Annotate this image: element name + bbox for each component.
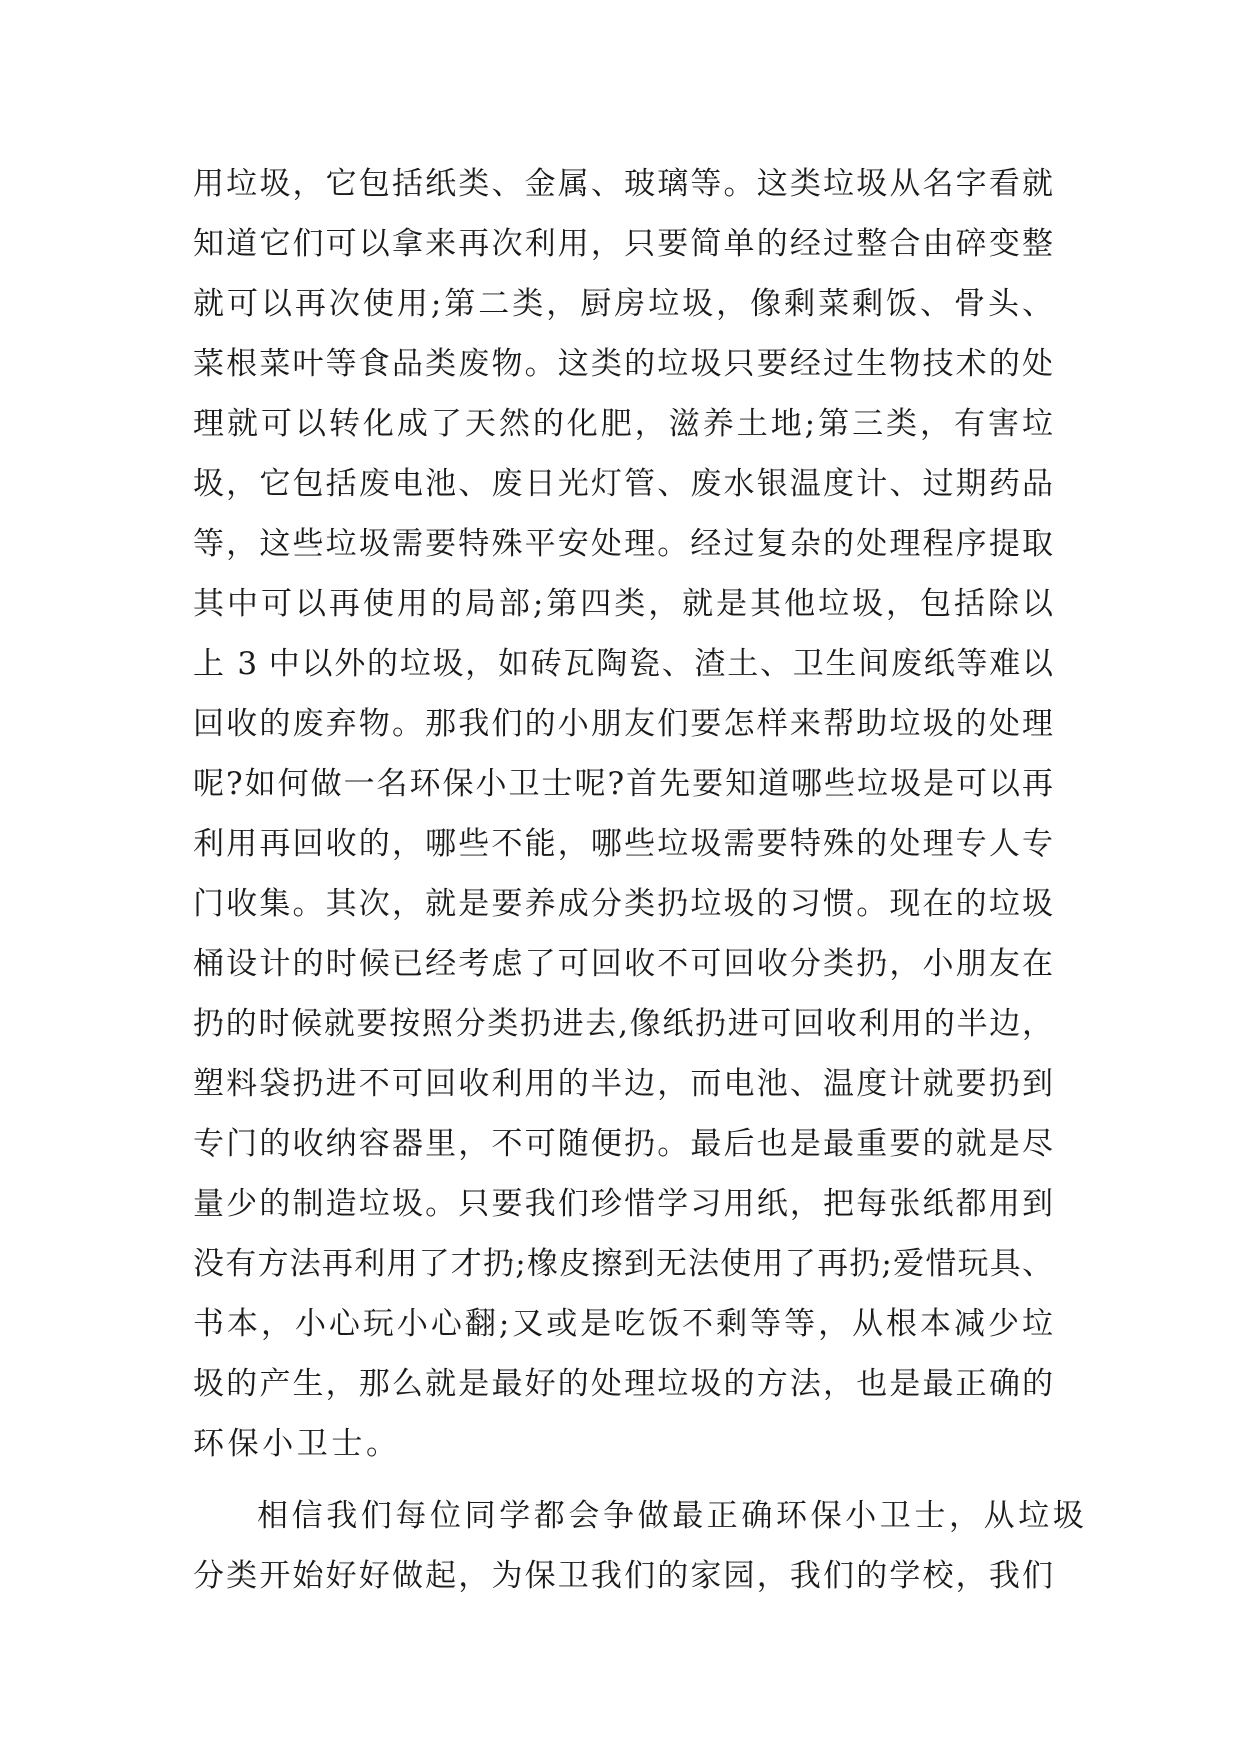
text-line: 扔的时候就要按照分类扔进去,像纸扔进可回收利用的半边，: [193, 1006, 1053, 1042]
text-line: 呢?如何做一名环保小卫士呢?首先要知道哪些垃圾是可以再: [193, 766, 1053, 802]
body-text: [193, 154, 1088, 1606]
text-line: 分类开始好好做起，为保卫我们的家园，我们的学校，我们: [193, 1558, 1053, 1594]
text-line: 其中可以再使用的局部;第四类，就是其他垃圾，包括除以: [193, 586, 1053, 622]
text-line: 专门的收纳容器里，不可随便扔。最后也是最重要的就是尽: [193, 1126, 1053, 1162]
text-line: 书本，小心玩小心翻;又或是吃饭不剩等等，从根本减少垃: [193, 1306, 1053, 1342]
text-line: 门收集。其次，就是要养成分类扔垃圾的习惯。现在的垃圾: [193, 886, 1053, 922]
text-line: 量少的制造垃圾。只要我们珍惜学习用纸，把每张纸都用到: [193, 1186, 1053, 1222]
text-line-first: 相信我们每位同学都会争做最正确环保小卫士，从垃圾: [257, 1498, 1088, 1534]
text-line: 回收的废弃物。那我们的小朋友们要怎样来帮助垃圾的处理: [193, 706, 1053, 742]
text-line: 上 3 中以外的垃圾，如砖瓦陶瓷、渣土、卫生间废纸等难以: [193, 646, 1053, 682]
text-line: 理就可以转化成了天然的化肥，滋养土地;第三类，有害垃: [193, 406, 1053, 442]
text-line: 知道它们可以拿来再次利用，只要简单的经过整合由碎变整: [193, 226, 1053, 262]
text-line: 利用再回收的，哪些不能，哪些垃圾需要特殊的处理专人专: [193, 826, 1053, 862]
text-line: 菜根菜叶等食品类废物。这类的垃圾只要经过生物技术的处: [193, 346, 1053, 382]
text-line: 圾，它包括废电池、废日光灯管、废水银温度计、过期药品: [193, 466, 1053, 502]
text-line: 等，这些垃圾需要特殊平安处理。经过复杂的处理程序提取: [193, 526, 1053, 562]
text-line: 塑料袋扔进不可回收利用的半边，而电池、温度计就要扔到: [193, 1066, 1053, 1102]
text-line: 圾的产生，那么就是最好的处理垃圾的方法，也是最正确的: [193, 1366, 1053, 1402]
text-line: 没有方法再利用了才扔;橡皮擦到无法使用了再扔;爱惜玩具、: [193, 1246, 1053, 1282]
text-line-last: 环保小卫士。: [193, 1426, 401, 1462]
text-line: 桶设计的时候已经考虑了可回收不可回收分类扔，小朋友在: [193, 946, 1053, 982]
paragraph-1: [193, 154, 1053, 1474]
text-line: 用垃圾，它包括纸类、金属、玻璃等。这类垃圾从名字看就: [193, 166, 1053, 202]
text-line: 就可以再次使用;第二类，厨房垃圾，像剩菜剩饭、骨头、: [193, 286, 1053, 322]
paragraph-2: [193, 1486, 1088, 1606]
